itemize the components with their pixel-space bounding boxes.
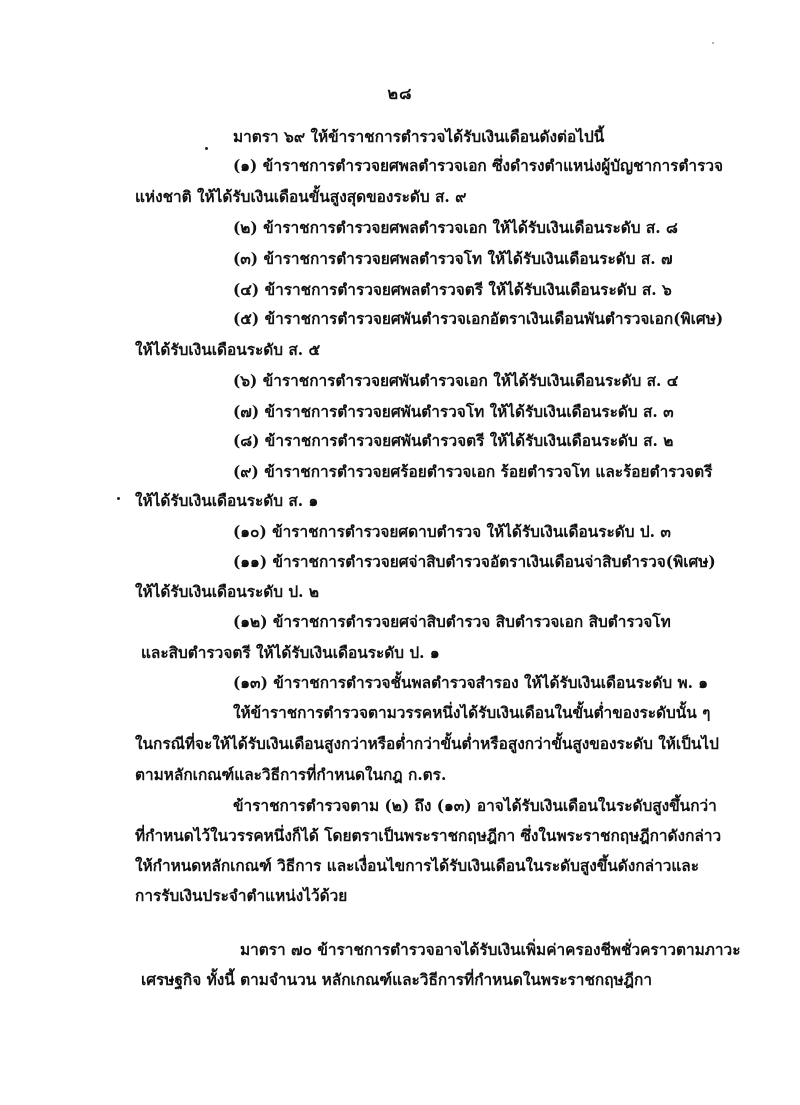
text-line: ในกรณีที่จะให้ได้รับเงินเดือนสูงกว่าหรือต่ำกว่าขั้นต่ำหรือสูงกว่าขั้นสูงของระดับ ให้เป็นไป <box>135 735 719 753</box>
text-line: (๑๓) ข้าราชการตำรวจชั้นพลตำรวจสำรอง ให้ได้รับเงินเดือนระดับ พ. ๑ <box>233 674 709 692</box>
text-line: ตามหลักเกณฑ์และวิธีการที่กำหนดในกฎ ก.ตร. <box>135 766 447 784</box>
text-line: (๖) ข้าราชการตำรวจยศพันตำรวจเอก ให้ได้รับเงินเดือนระดับ ส. ๔ <box>233 372 679 390</box>
text-line: ให้ได้รับเงินเดือนระดับ ส. ๑ <box>135 492 319 510</box>
text-line: (๔) ข้าราชการตำรวจยศพลตำรวจตรี ให้ได้รับเงินเดือนระดับ ส. ๖ <box>233 281 672 299</box>
text-line: (๕) ข้าราชการตำรวจยศพันตำรวจเอกอัตราเงินเดือนพันตำรวจเอก(พิเศษ) <box>233 310 724 328</box>
text-line: (๑๐) ข้าราชการตำรวจยศดาบตำรวจ ให้ได้รับเงินเดือนระดับ ป. ๓ <box>233 523 671 541</box>
text-line: (๑) ข้าราชการตำรวจยศพลตำรวจเอก ซึ่งดำรงตำแหน่งผู้บัญชาการตำรวจ <box>233 157 724 175</box>
scan-speck <box>205 147 208 150</box>
text-line: ให้ข้าราชการตำรวจตามวรรคหนึ่งได้รับเงินเดือนในขั้นต่ำของระดับนั้น ๆ <box>233 704 711 722</box>
text-line: ให้กำหนดหลักเกณฑ์ วิธีการ และเงื่อนไขการได้รับเงินเดือนในระดับสูงขึ้นดังกล่าวและ <box>135 857 699 875</box>
section-70-line: เศรษฐกิจ ทั้งนี้ ตามจำนวน หลักเกณฑ์และวิธีการที่กำหนดในพระราชกฤษฎีกา <box>141 971 652 989</box>
text-line: แห่งชาติ ให้ได้รับเงินเดือนขั้นสูงสุดของระดับ ส. ๙ <box>135 188 467 206</box>
text-line: การรับเงินประจำตำแหน่งไว้ด้วย <box>135 887 348 905</box>
text-line: (๙) ข้าราชการตำรวจยศร้อยตำรวจเอก ร้อยตำรวจโท และร้อยตำรวจตรี <box>233 463 713 481</box>
text-line: (๗) ข้าราชการตำรวจยศพันตำรวจโท ให้ได้รับเงินเดือนระดับ ส. ๓ <box>233 403 674 421</box>
scan-speck <box>712 42 714 44</box>
text-line: ให้ได้รับเงินเดือนระดับ ส. ๕ <box>135 341 321 359</box>
text-line: (๑๑) ข้าราชการตำรวจยศจ่าสิบตำรวจอัตราเงินเดือนจ่าสิบตำรวจ(พิเศษ) <box>233 553 716 571</box>
text-line: (๘) ข้าราชการตำรวจยศพันตำรวจตรี ให้ได้รับเงินเดือนระดับ ส. ๒ <box>233 432 674 450</box>
page-number: ๒๘ <box>387 84 413 103</box>
section-70-line: มาตรา ๗๐ ข้าราชการตำรวจอาจได้รับเงินเพิ่มค่าครองชีพชั่วคราวตามภาวะ <box>240 941 741 959</box>
text-line: ให้ได้รับเงินเดือนระดับ ป. ๒ <box>135 583 320 601</box>
text-line: และสิบตำรวจตรี ให้ได้รับเงินเดือนระดับ ป. ๑ <box>141 644 440 662</box>
text-line: (๑๒) ข้าราชการตำรวจยศจ่าสิบตำรวจ สิบตำรวจเอก สิบตำรวจโท <box>233 613 671 631</box>
text-line: ข้าราชการตำรวจตาม (๒) ถึง (๑๓) อาจได้รับเงินเดือนในระดับสูงขึ้นกว่า <box>233 797 717 815</box>
scan-speck <box>117 497 120 500</box>
text-line: ที่กำหนดไว้ในวรรคหนึ่งก็ได้ โดยตราเป็นพระราชกฤษฎีกา ซึ่งในพระราชกฤษฎีกาดังกล่าว <box>135 827 722 845</box>
section-69-heading: มาตรา ๖๙ ให้ข้าราชการตำรวจได้รับเงินเดือนดังต่อไปนี้ <box>233 128 605 146</box>
text-line: (๒) ข้าราชการตำรวจยศพลตำรวจเอก ให้ได้รับเงินเดือนระดับ ส. ๘ <box>233 219 678 237</box>
text-line: (๓) ข้าราชการตำรวจยศพลตำรวจโท ให้ได้รับเงินเดือนระดับ ส. ๗ <box>233 250 673 268</box>
